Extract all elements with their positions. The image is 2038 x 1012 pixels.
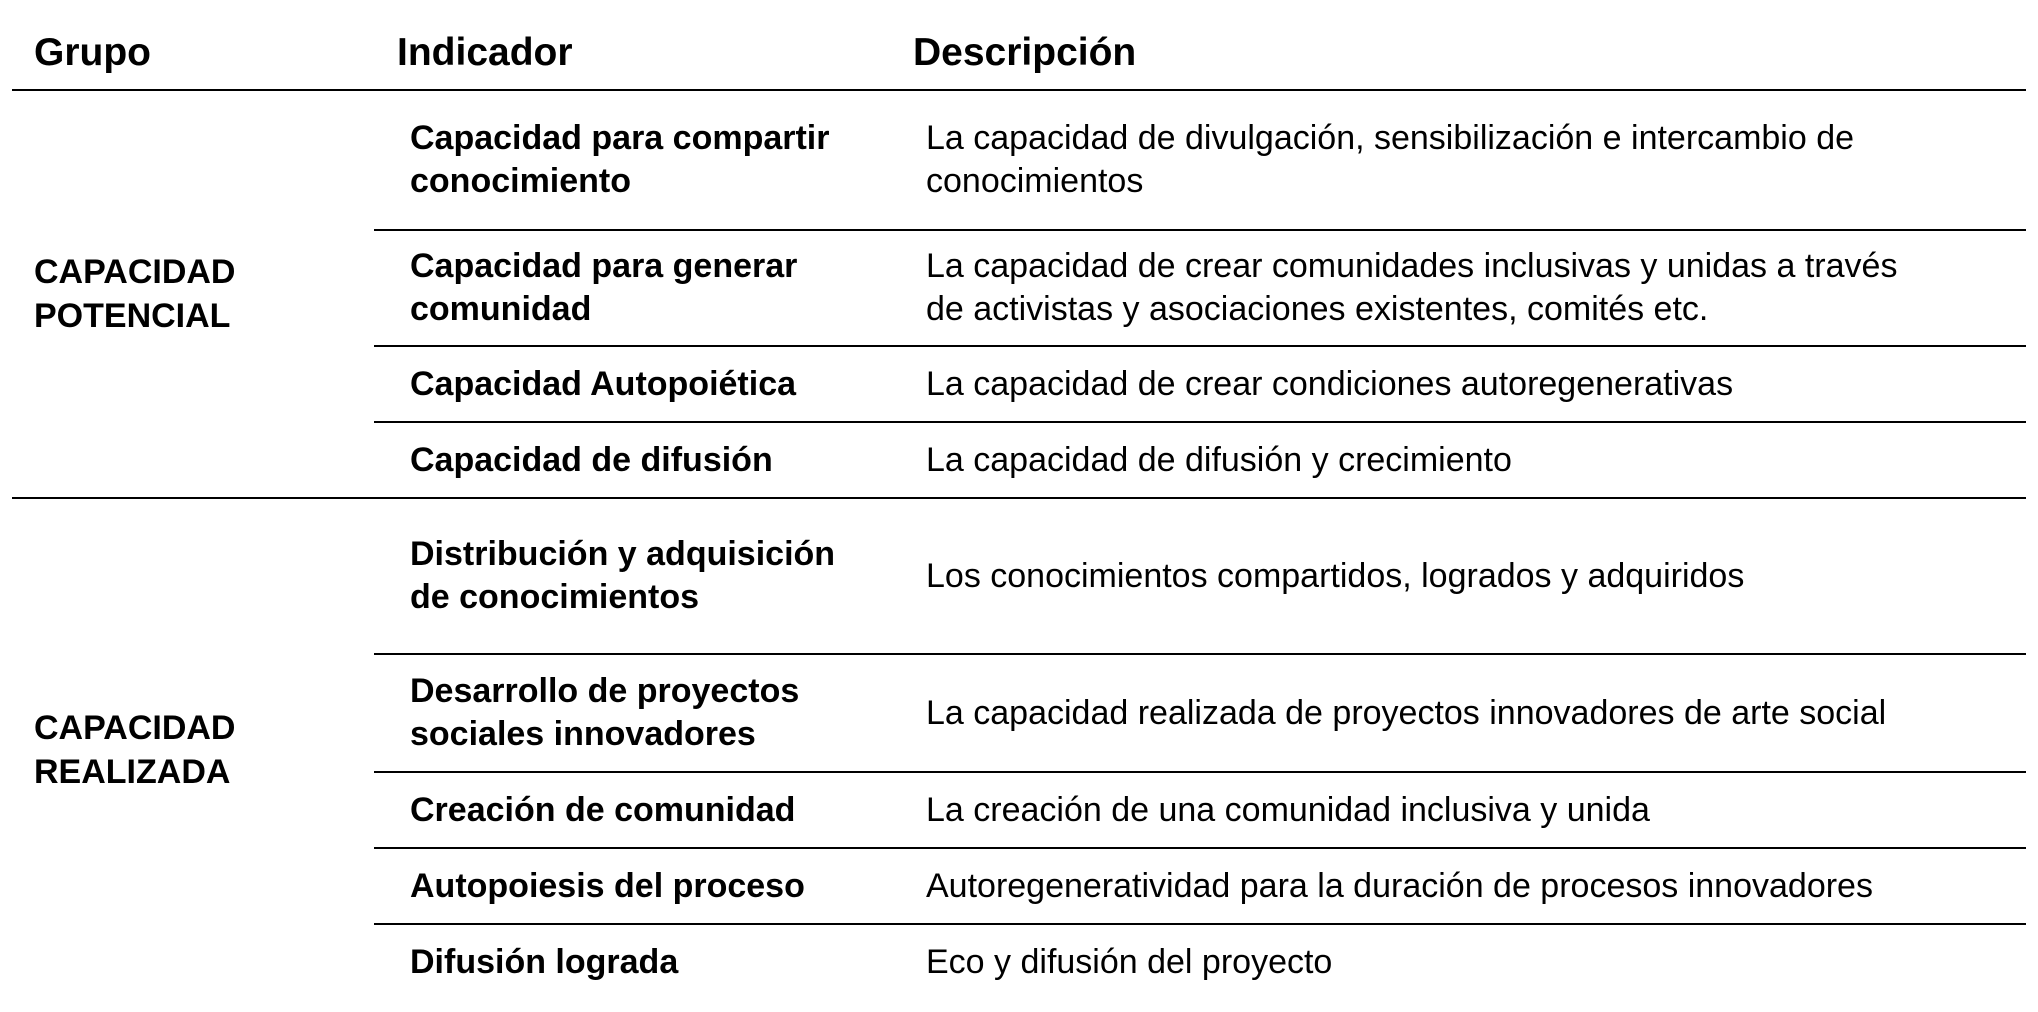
- table-row: [397, 231, 2026, 345]
- description-cell: [926, 91, 2026, 229]
- description-text: La capacidad de divulgación, sensibilización e intercambio de: [926, 119, 1855, 157]
- indicator-text: sociales innovadores: [410, 715, 756, 753]
- indicator-cell: [410, 499, 910, 653]
- header-description: Descripción: [913, 31, 1137, 74]
- indicator-text: Capacidad de difusión: [410, 440, 773, 479]
- group-label-line: REALIZADA: [34, 752, 231, 791]
- description-text: La capacidad realizada de proyectos innovadores de arte social: [926, 693, 1887, 732]
- description-text: conocimientos: [926, 162, 1144, 200]
- indicator-text: Capacidad para generar: [410, 247, 798, 285]
- indicator-text: comunidad: [410, 290, 592, 328]
- indicator-text: de conocimientos: [410, 578, 700, 616]
- indicator-cell: [410, 347, 910, 421]
- description-cell: [926, 499, 2026, 653]
- description-text: La capacidad de difusión y crecimiento: [926, 440, 1512, 479]
- indicator-cell: [410, 91, 910, 229]
- group-label-line: CAPACIDAD: [34, 708, 236, 747]
- indicator-text: Desarrollo de proyectos: [410, 672, 800, 710]
- indicator-text: conocimiento: [410, 162, 632, 200]
- description-text: Los conocimientos compartidos, logrados y adquiridos: [926, 556, 1745, 595]
- indicator-text: Distribución y adquisición: [410, 535, 836, 573]
- description-text: La creación de una comunidad inclusiva y unida: [926, 790, 1650, 829]
- description-cell: [926, 231, 2026, 345]
- table-row: [397, 849, 2026, 923]
- description-cell: [926, 423, 2026, 497]
- indicator-text: Autopoiesis del proceso: [410, 866, 805, 905]
- indicator-text: Difusión lograda: [410, 942, 679, 981]
- table-row: [397, 423, 2026, 497]
- table-row: [397, 655, 2026, 771]
- description-text: Eco y difusión del proyecto: [926, 942, 1333, 981]
- description-text: de activistas y asociaciones existentes, comités etc.: [926, 290, 1709, 328]
- group-label-line: CAPACIDAD: [34, 253, 236, 291]
- indicator-cell: [410, 925, 910, 999]
- indicator-text: Creación de comunidad: [410, 790, 796, 829]
- header-indicator: Indicador: [397, 31, 573, 74]
- description-cell: [926, 347, 2026, 421]
- indicator-cell: [410, 773, 910, 847]
- group-label-line: POTENCIAL: [34, 297, 231, 335]
- indicator-cell: [410, 423, 910, 497]
- table-row: [397, 773, 2026, 847]
- group-label-realizada: [34, 499, 374, 1000]
- table-row: [397, 91, 2026, 229]
- description-cell: [926, 849, 2026, 923]
- description-cell: [926, 925, 2026, 999]
- indicator-cell: [410, 231, 910, 345]
- table-row: [397, 347, 2026, 421]
- description-text: La capacidad de crear condiciones autoregenerativas: [926, 364, 1734, 403]
- indicator-text: Capacidad Autopoiética: [410, 364, 797, 403]
- indicator-table: [12, 0, 2026, 1012]
- indicator-text: Capacidad para compartir: [410, 119, 830, 157]
- header-group: Grupo: [34, 31, 151, 74]
- indicator-cell: [410, 655, 910, 771]
- group-label-potencial: [34, 91, 374, 497]
- description-text: La capacidad de crear comunidades inclusivas y unidas a través: [926, 247, 1898, 285]
- table-row: [397, 925, 2026, 999]
- description-text: Autoregeneratividad para la duración de procesos innovadores: [926, 866, 1873, 905]
- description-cell: [926, 655, 2026, 771]
- indicator-cell: [410, 849, 910, 923]
- description-cell: [926, 773, 2026, 847]
- table-row: [397, 499, 2026, 653]
